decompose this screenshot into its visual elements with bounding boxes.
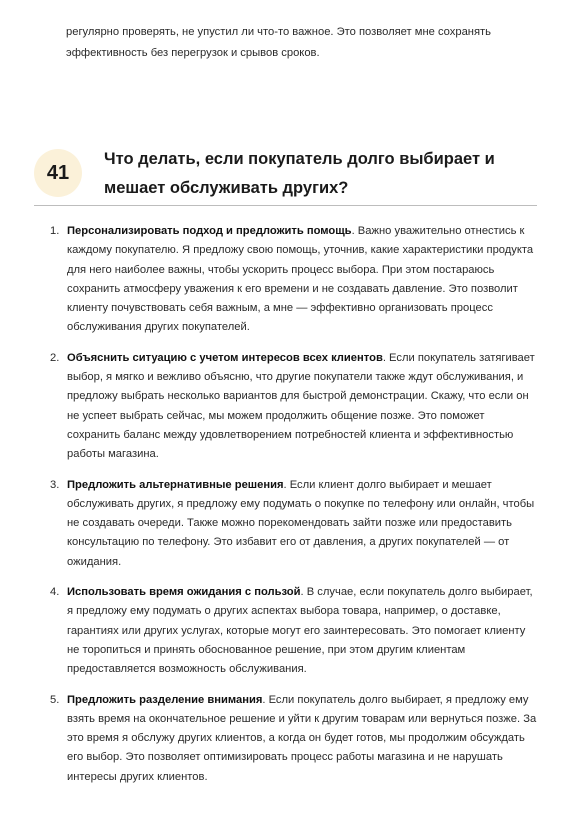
list-item-number: 2. [50,351,60,364]
list-item-heading: Предложить альтернативные решения [67,478,284,491]
list-item-text: . Если покупатель долго выбирает, я предложу ему взять время на окончательное решение и уйти к другим товарам или вернуться позже. За это время я обслужу других клиентов, а когда он будет готов, мы продолжим обсуждать его выбор. Это позволяет оптимизировать процесс работы магазина и не нарушать интересы других клиентов. [67,693,537,783]
list-item-text: . Если клиент долго выбирает и мешает обслуживать других, я предложу ему подумать о покупке по телефону или онлайн, чтобы не создавать очереди. Также можно порекомендовать зайти позже или предоставить консультацию по телефону. Это избавит его от давления, а других покупателей — от ожидания. [67,478,535,568]
answer-list [50,222,538,798]
list-item-body [67,691,538,787]
intro-paragraph: регулярно проверять, не упустил ли что-то важное. Это позволяет мне сохранять эффективность без перегрузок и срывов сроков. [66,26,491,59]
list-item-body [67,349,538,465]
list-item [50,222,538,338]
list-item [50,583,538,679]
question-title: Что делать, если покупатель долго выбирает и мешает обслуживать других? [104,150,495,197]
list-item [50,476,538,572]
question-number-badge: 41 [34,149,82,197]
list-item [50,691,538,787]
list-item-heading: Персонализировать подход и предложить помощь [67,225,352,237]
list-item-number: 1. [50,225,60,237]
divider [34,205,537,206]
list-item-text: . Важно уважительно отнестись к каждому покупателю. Я предложу свою помощь, уточнив, какие характеристики продукта для него наиболее важны, чтобы ускорить процесс выбора. При этом постараюсь сохранить атмосферу уважения к его времени и не создавать давление. Это позволит клиенту почувствовать себя важным, а мне — эффективно организовать процесс обслуживания других покупателей. [67,225,534,334]
list-item-body [67,476,538,572]
list-item-number: 5. [50,693,60,706]
question-header [34,143,537,203]
list-item-body [67,222,538,338]
list-item-text: . В случае, если покупатель долго выбирает, я предложу ему подумать о других аспектах выбора товара, например, о доставке, гарантиях или других услугах, которые могут его заинтересовать. Это помогает клиенту не торопиться и принять обоснованное решение, при этом другим клиентам предоставляется возможность обслуживания. [67,586,533,676]
list-item-number: 3. [50,478,60,491]
list-item-text: . Если покупатель затягивает выбор, я мягко и вежливо объясню, что другие покупатели также ждут обслуживания, и предложу выбрать несколько вариантов для быстрой демонстрации. Скажу, что если он не успеет выбрать сейчас, мы можем продолжить общение позже. Это поможет сохранить баланс между удовлетворением потребностей клиента и эффективностью работы магазина. [67,351,535,461]
list-item-number: 4. [50,586,60,599]
list-item-body [67,583,538,679]
list-item [50,349,538,465]
list-item-heading: Объяснить ситуацию с учетом интересов всех клиентов [67,351,383,364]
list-item-heading: Использовать время ожидания с пользой [67,586,301,599]
list-item-heading: Предложить разделение внимания [67,693,263,706]
